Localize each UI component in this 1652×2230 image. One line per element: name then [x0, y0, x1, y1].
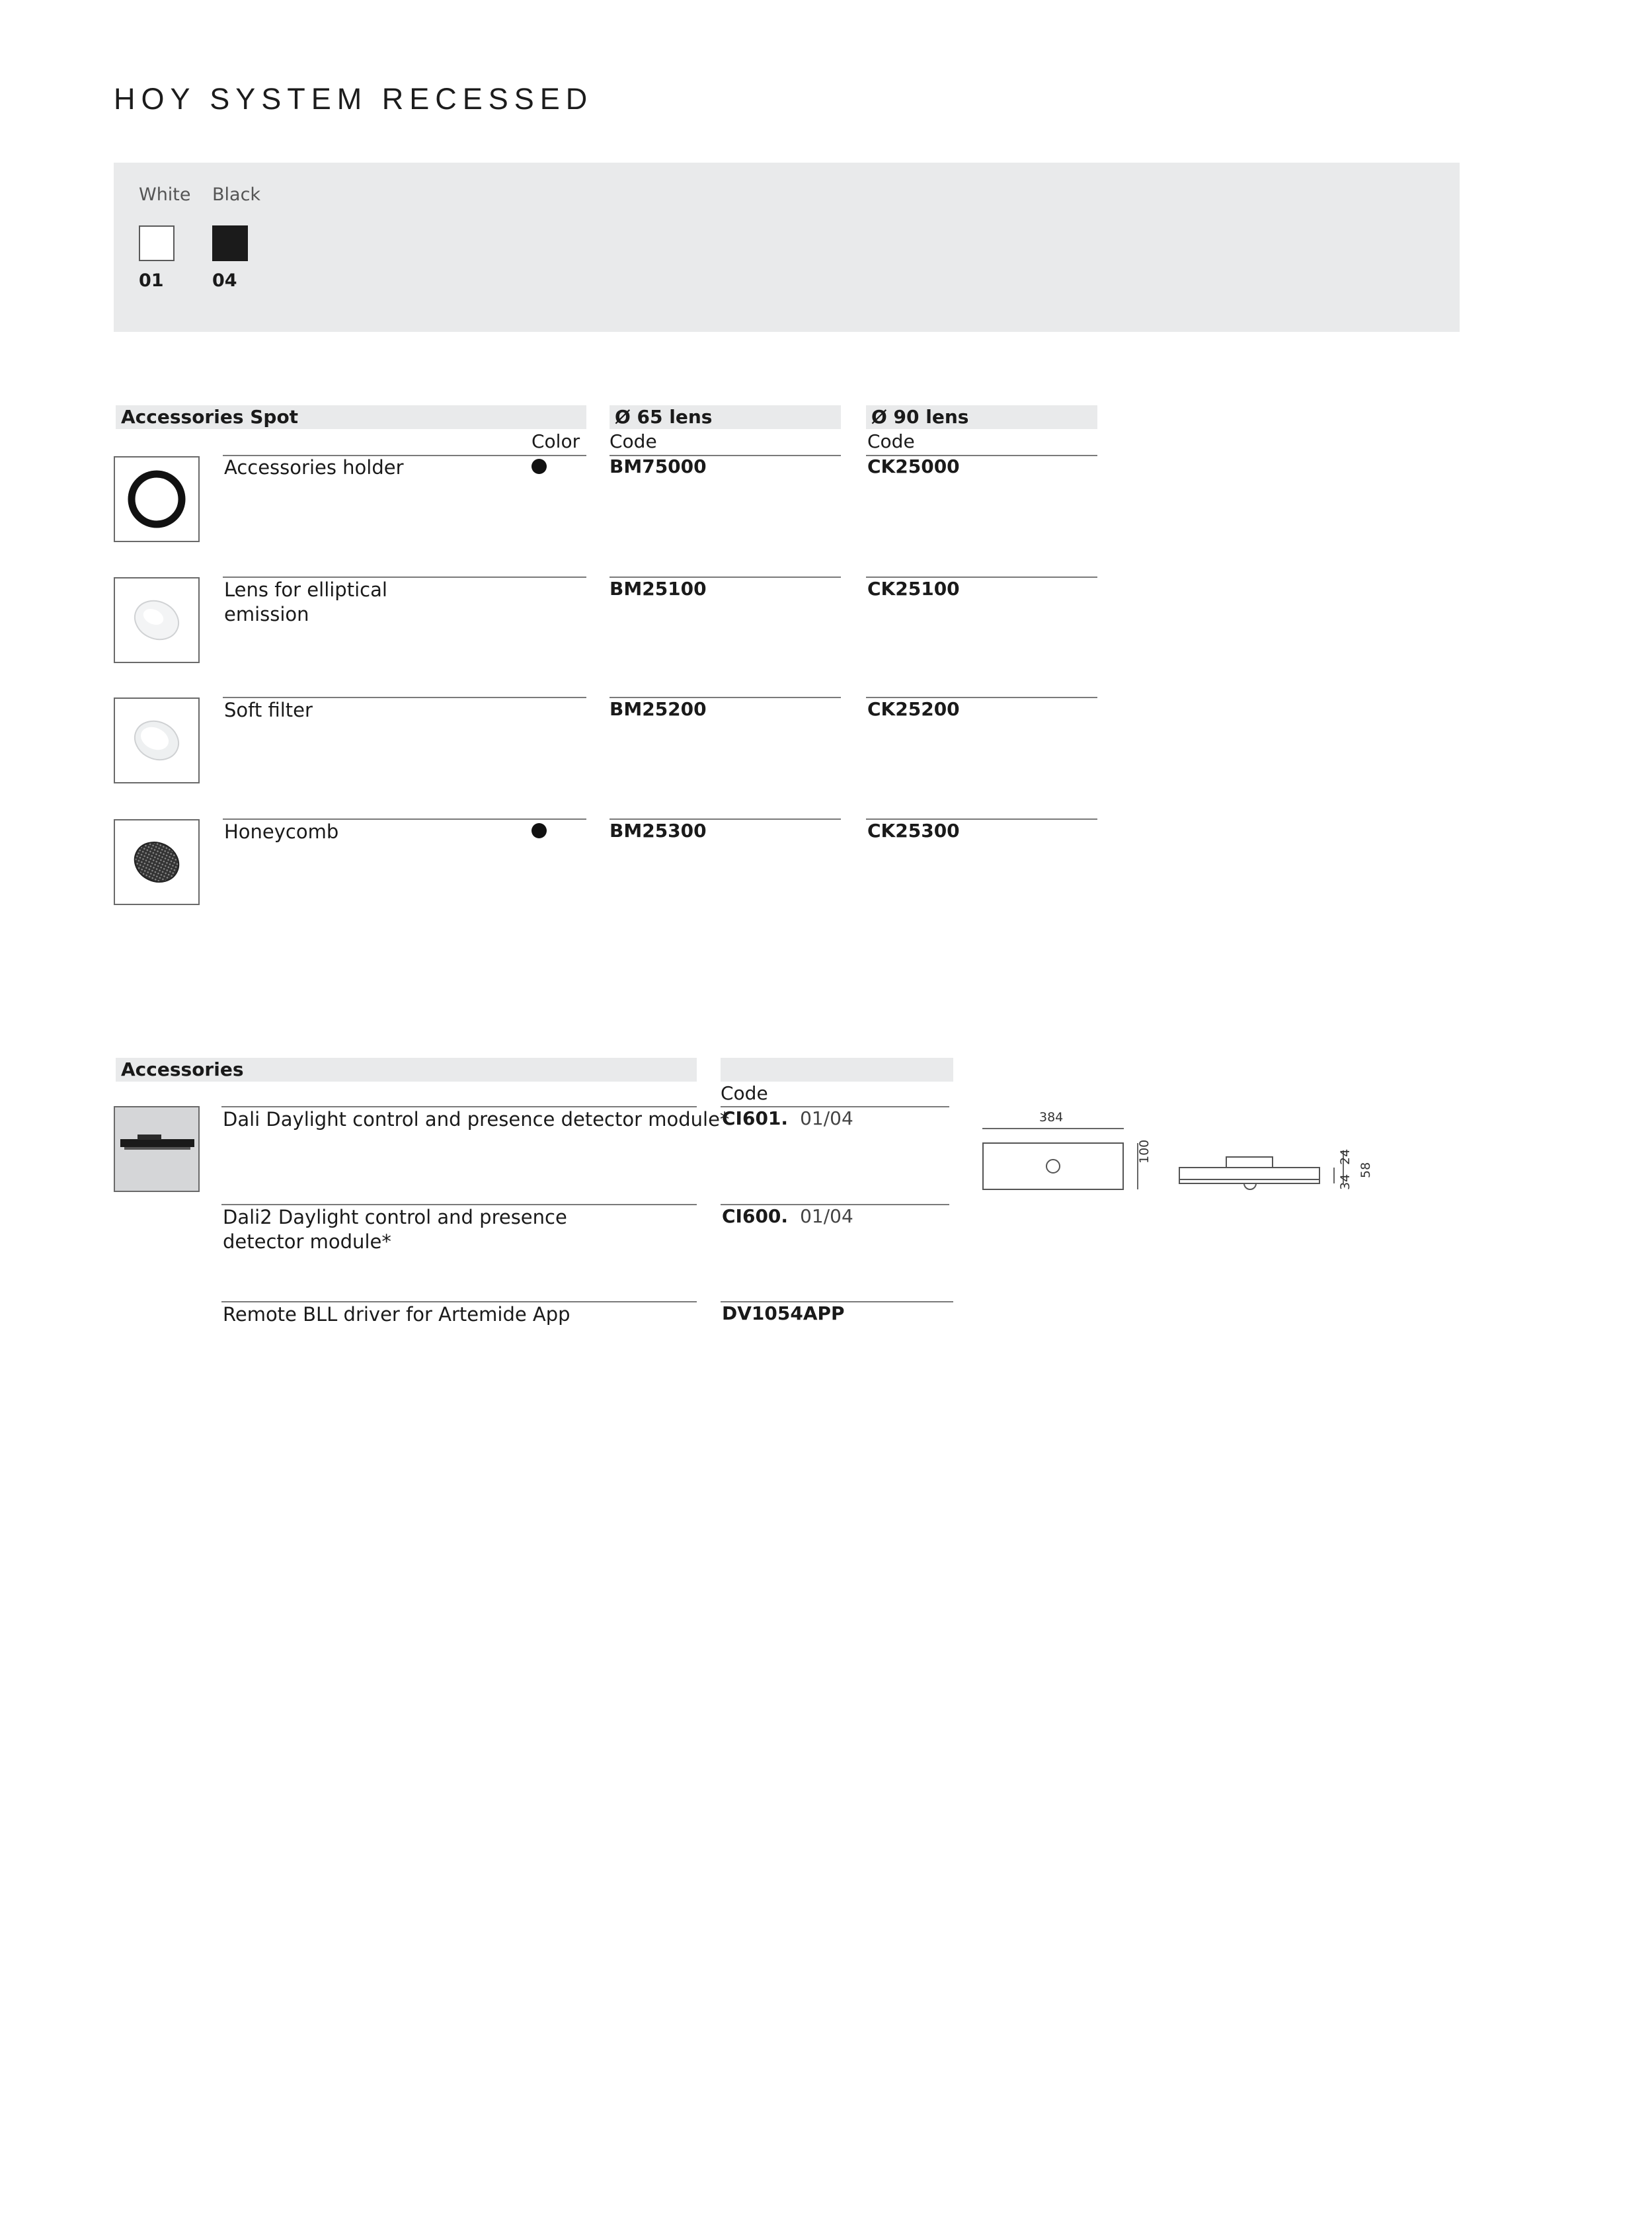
dim-width: 384 [1039, 1110, 1064, 1125]
dim-height-58: 58 [1358, 1162, 1373, 1178]
code-lens90: CK25100 [867, 578, 960, 600]
accessory-code: DV1054APP [722, 1302, 845, 1324]
dim-height-24: 24 [1338, 1148, 1353, 1165]
code-lens65: BM25300 [610, 820, 707, 842]
black-swatch [212, 225, 248, 261]
accessories-spot-header: Accessories Spot [116, 405, 586, 429]
code-lens65: BM25100 [610, 578, 707, 600]
dim-height-34: 34 [1338, 1174, 1353, 1190]
accessory-name: Accessories holder [224, 456, 404, 479]
accessory-name: Lens for elliptical emission [224, 578, 387, 625]
page-title: HOY SYSTEM RECESSED [114, 82, 594, 116]
dim-depth: 100 [1137, 1139, 1152, 1164]
code-lens90: CK25300 [867, 820, 960, 842]
color-label-black: Black [212, 184, 261, 205]
accessory-name: Dali Daylight control and presence detector module* [223, 1108, 730, 1131]
code-lens90: CK25000 [867, 456, 960, 477]
accessory-name: Soft filter [224, 699, 313, 721]
white-swatch [139, 225, 175, 261]
color-code-white: 01 [139, 270, 164, 291]
code-lens65: BM75000 [610, 456, 707, 477]
ring-icon [114, 456, 200, 542]
accessories-header: Accessories [116, 1058, 697, 1082]
code-lens65: BM25200 [610, 698, 707, 720]
elliptical-lens-icon [114, 577, 200, 663]
accessories-code-header [721, 1058, 953, 1082]
accessory-name: Honeycomb [224, 820, 339, 843]
color-label-white: White [139, 184, 191, 205]
accessory-name: Remote BLL driver for Artemide App [223, 1303, 570, 1326]
lens90-header: Ø 90 lens [866, 405, 1097, 429]
color-code-black: 04 [212, 270, 237, 291]
colors-panel [114, 163, 1460, 332]
accessory-name: Dali2 Daylight control and presence detector module* [223, 1206, 567, 1253]
lens90-code-label: Code [867, 430, 915, 452]
lens65-header: Ø 65 lens [610, 405, 841, 429]
accessory-code: CI600. 01/04 [722, 1205, 853, 1227]
technical-drawing [982, 1124, 1379, 1213]
black-color-dot [531, 823, 547, 838]
accessory-code: CI601. 01/04 [722, 1107, 853, 1129]
lens65-code-label: Code [610, 430, 657, 452]
accessories-code-label: Code [721, 1082, 768, 1104]
sensor-module-icon [114, 1106, 200, 1192]
code-lens90: CK25200 [867, 698, 960, 720]
black-color-dot [531, 459, 547, 474]
color-column-label: Color [531, 430, 580, 452]
soft-filter-icon [114, 697, 200, 783]
honeycomb-icon [114, 819, 200, 905]
